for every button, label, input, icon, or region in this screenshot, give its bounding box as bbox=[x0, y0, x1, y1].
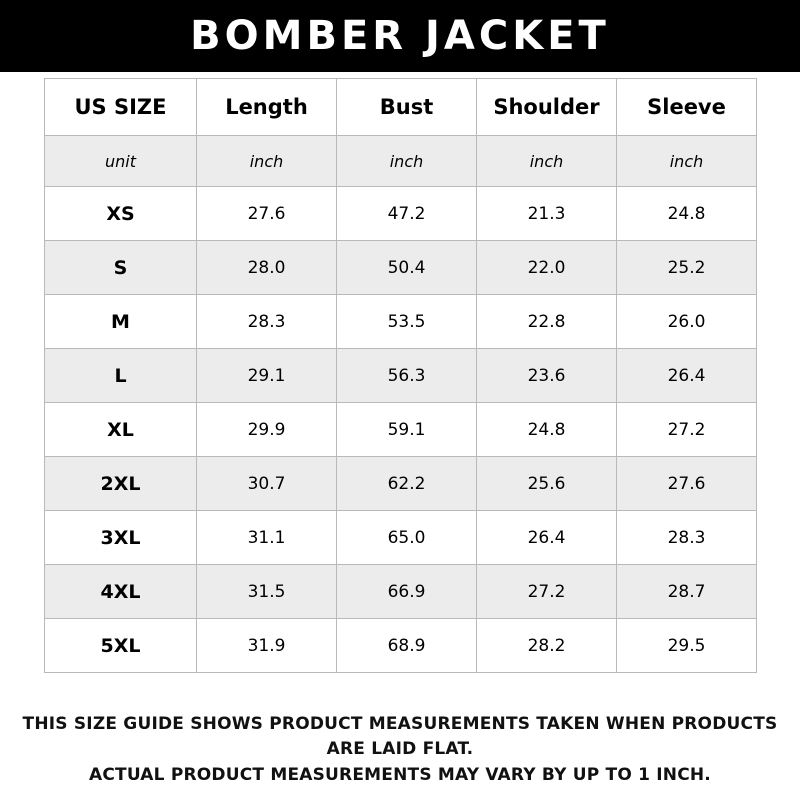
cell-size: XS bbox=[45, 187, 197, 241]
cell-sleeve: 27.6 bbox=[617, 457, 757, 511]
cell-bust: 50.4 bbox=[337, 241, 477, 295]
cell-shoulder: 22.8 bbox=[477, 295, 617, 349]
cell-size: 4XL bbox=[45, 565, 197, 619]
cell-bust: 56.3 bbox=[337, 349, 477, 403]
cell-length: 30.7 bbox=[197, 457, 337, 511]
cell-bust: 65.0 bbox=[337, 511, 477, 565]
page-title: BOMBER JACKET bbox=[190, 13, 610, 59]
unit-bust: inch bbox=[337, 136, 477, 187]
cell-size: 3XL bbox=[45, 511, 197, 565]
table-row bbox=[45, 565, 757, 619]
cell-sleeve: 26.0 bbox=[617, 295, 757, 349]
footer-line-2: ACTUAL PRODUCT MEASUREMENTS MAY VARY BY UP TO 1 INCH. bbox=[89, 764, 711, 785]
cell-shoulder: 24.8 bbox=[477, 403, 617, 457]
cell-sleeve: 28.3 bbox=[617, 511, 757, 565]
unit-label: unit bbox=[45, 136, 197, 187]
column-header-length: Length bbox=[197, 79, 337, 136]
table-row bbox=[45, 403, 757, 457]
table-row bbox=[45, 295, 757, 349]
cell-bust: 53.5 bbox=[337, 295, 477, 349]
column-header-shoulder: Shoulder bbox=[477, 79, 617, 136]
cell-sleeve: 28.7 bbox=[617, 565, 757, 619]
cell-bust: 62.2 bbox=[337, 457, 477, 511]
table-header-row bbox=[45, 79, 757, 136]
cell-size: S bbox=[45, 241, 197, 295]
footer-line-1: THIS SIZE GUIDE SHOWS PRODUCT MEASUREMENTS TAKEN WHEN PRODUCTS ARE LAID FLAT. bbox=[22, 713, 778, 759]
table-row bbox=[45, 241, 757, 295]
title-bar bbox=[0, 0, 800, 72]
cell-bust: 59.1 bbox=[337, 403, 477, 457]
cell-shoulder: 23.6 bbox=[477, 349, 617, 403]
cell-bust: 66.9 bbox=[337, 565, 477, 619]
table-row bbox=[45, 619, 757, 673]
column-header-bust: Bust bbox=[337, 79, 477, 136]
cell-shoulder: 28.2 bbox=[477, 619, 617, 673]
size-table-container bbox=[0, 72, 800, 702]
cell-length: 29.9 bbox=[197, 403, 337, 457]
table-row bbox=[45, 349, 757, 403]
cell-sleeve: 27.2 bbox=[617, 403, 757, 457]
column-header-us-size: US SIZE bbox=[45, 79, 197, 136]
cell-length: 31.5 bbox=[197, 565, 337, 619]
cell-shoulder: 27.2 bbox=[477, 565, 617, 619]
column-header-sleeve: Sleeve bbox=[617, 79, 757, 136]
cell-shoulder: 21.3 bbox=[477, 187, 617, 241]
unit-length: inch bbox=[197, 136, 337, 187]
table-row bbox=[45, 511, 757, 565]
table-row bbox=[45, 187, 757, 241]
cell-size: M bbox=[45, 295, 197, 349]
cell-size: 2XL bbox=[45, 457, 197, 511]
cell-bust: 68.9 bbox=[337, 619, 477, 673]
cell-length: 28.0 bbox=[197, 241, 337, 295]
cell-sleeve: 29.5 bbox=[617, 619, 757, 673]
cell-shoulder: 26.4 bbox=[477, 511, 617, 565]
cell-length: 31.1 bbox=[197, 511, 337, 565]
table-unit-row bbox=[45, 136, 757, 187]
cell-length: 27.6 bbox=[197, 187, 337, 241]
cell-length: 29.1 bbox=[197, 349, 337, 403]
cell-shoulder: 22.0 bbox=[477, 241, 617, 295]
cell-shoulder: 25.6 bbox=[477, 457, 617, 511]
cell-size: XL bbox=[45, 403, 197, 457]
footer-note bbox=[0, 702, 800, 800]
cell-size: L bbox=[45, 349, 197, 403]
unit-sleeve: inch bbox=[617, 136, 757, 187]
cell-length: 31.9 bbox=[197, 619, 337, 673]
cell-sleeve: 24.8 bbox=[617, 187, 757, 241]
cell-size: 5XL bbox=[45, 619, 197, 673]
cell-sleeve: 25.2 bbox=[617, 241, 757, 295]
size-table bbox=[44, 78, 757, 673]
cell-length: 28.3 bbox=[197, 295, 337, 349]
cell-sleeve: 26.4 bbox=[617, 349, 757, 403]
cell-bust: 47.2 bbox=[337, 187, 477, 241]
unit-shoulder: inch bbox=[477, 136, 617, 187]
table-row bbox=[45, 457, 757, 511]
